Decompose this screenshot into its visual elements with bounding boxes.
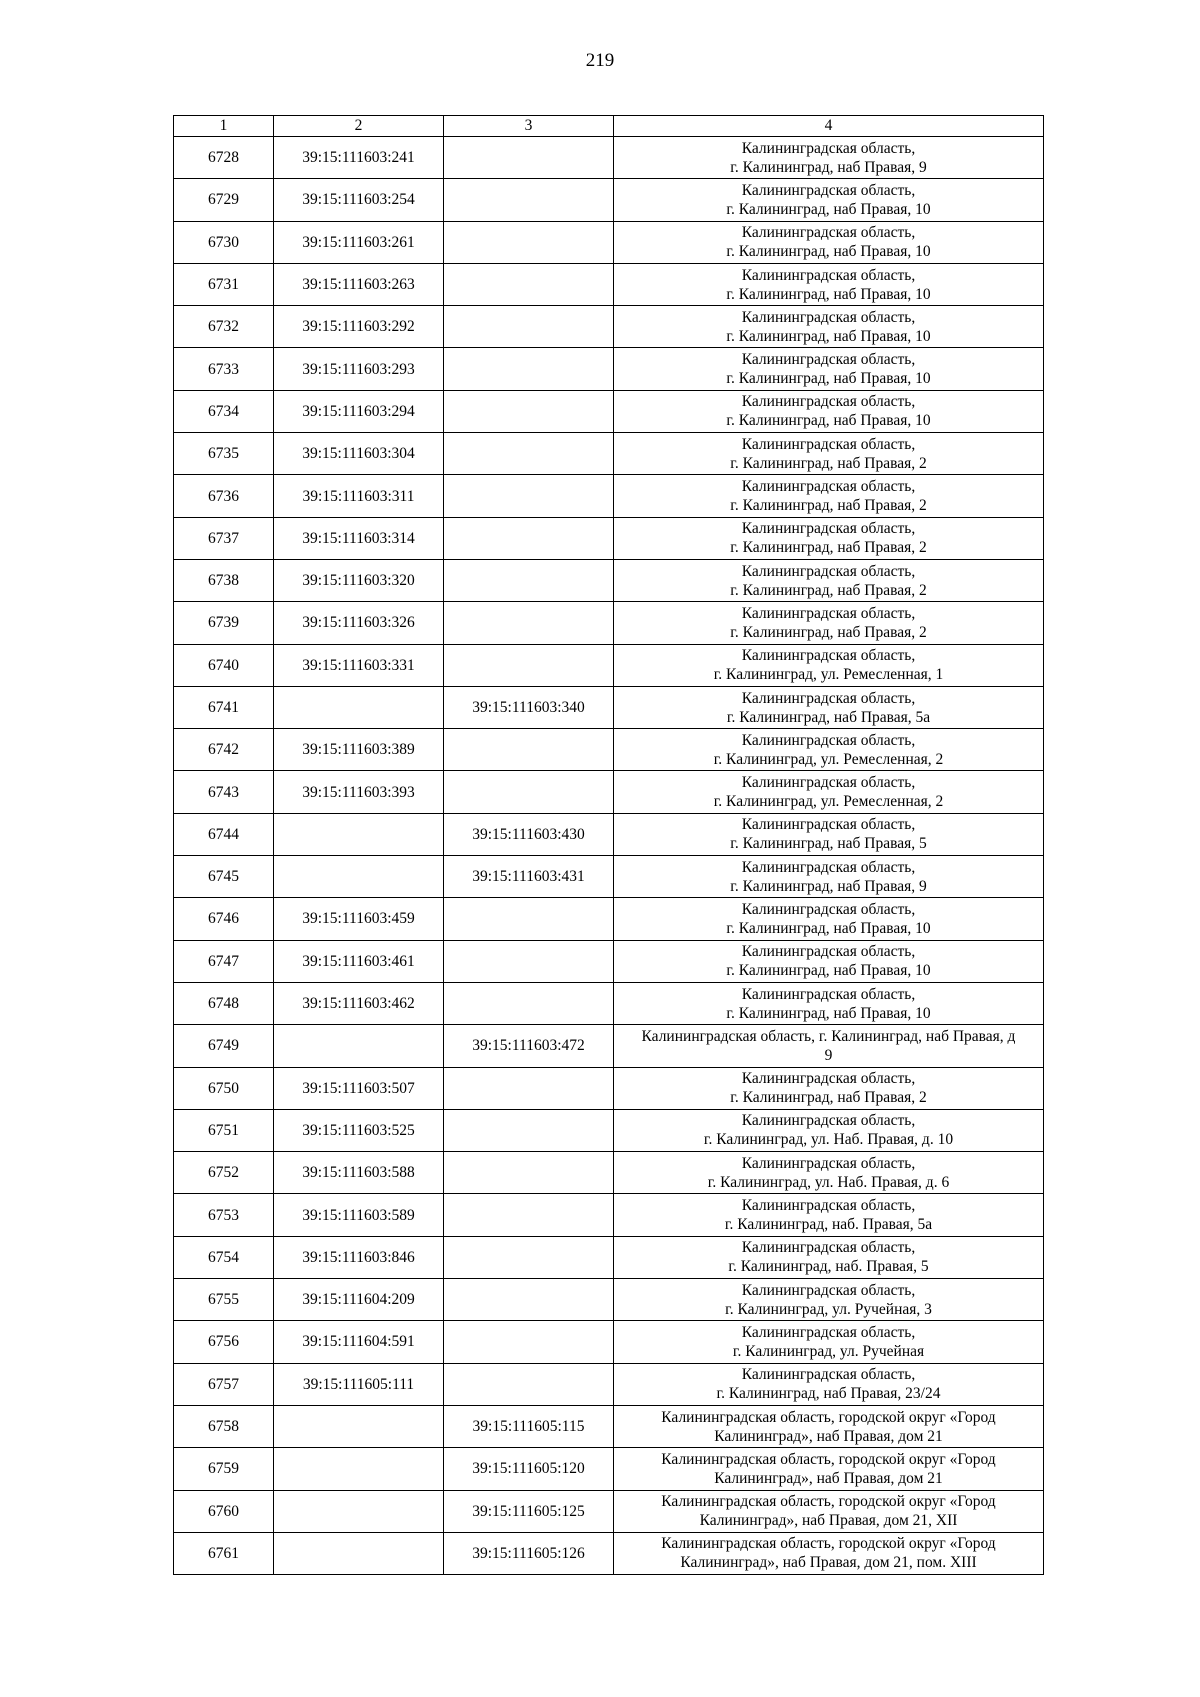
address-cell: Калининградская область, г. Калининград, наб Правая, 10: [614, 390, 1044, 432]
cadastral-number-cell: 39:15:111604:209: [274, 1279, 444, 1321]
address-cell: Калининградская область, г. Калининград, наб Правая, 2: [614, 433, 1044, 475]
address-cell: Калининградская область, г. Калининград, ул. Ремесленная, 2: [614, 729, 1044, 771]
cadastral-number-alt-cell: [444, 1279, 614, 1321]
address-cell: Калининградская область, г. Калининград, наб. Правая, 5: [614, 1236, 1044, 1278]
table-row: [174, 644, 1044, 686]
table-row: [174, 1109, 1044, 1151]
row-number-cell: 6730: [174, 221, 274, 263]
cadastral-number-cell: 39:15:111603:314: [274, 517, 444, 559]
cadastral-number-cell: 39:15:111603:241: [274, 137, 444, 179]
table-row: [174, 813, 1044, 855]
row-number-cell: 6750: [174, 1067, 274, 1109]
cadastral-number-alt-cell: 39:15:111603:430: [444, 813, 614, 855]
address-cell: Калининградская область, г. Калининград, ул. Ручейная, 3: [614, 1279, 1044, 1321]
cadastral-number-alt-cell: [444, 982, 614, 1024]
table-row: [174, 390, 1044, 432]
address-cell: Калининградская область, городской округ «Город Калининград», наб Правая, дом 21: [614, 1448, 1044, 1490]
table-row: [174, 433, 1044, 475]
cadastral-number-alt-cell: [444, 940, 614, 982]
row-number-cell: 6746: [174, 898, 274, 940]
table-row: [174, 1025, 1044, 1067]
cadastral-number-alt-cell: [444, 729, 614, 771]
cadastral-number-cell: [274, 686, 444, 728]
row-number-cell: 6759: [174, 1448, 274, 1490]
address-cell: Калининградская область, г. Калининград, наб Правая, 5а: [614, 686, 1044, 728]
cadastral-number-cell: 39:15:111605:111: [274, 1363, 444, 1405]
row-number-cell: 6739: [174, 602, 274, 644]
column-header-4: 4: [614, 116, 1044, 137]
registry-table: [173, 115, 1044, 1575]
address-cell: Калининградская область, г. Калининград, ул. Ремесленная, 2: [614, 771, 1044, 813]
header-row: [174, 116, 1044, 137]
cadastral-number-alt-cell: [444, 1109, 614, 1151]
cadastral-number-alt-cell: 39:15:111605:125: [444, 1490, 614, 1532]
cadastral-number-cell: 39:15:111603:507: [274, 1067, 444, 1109]
address-cell: Калининградская область, г. Калининград, наб Правая, 10: [614, 179, 1044, 221]
table-body: [174, 137, 1044, 1575]
cadastral-number-cell: [274, 856, 444, 898]
cadastral-number-alt-cell: [444, 1236, 614, 1278]
row-number-cell: 6732: [174, 306, 274, 348]
cadastral-number-alt-cell: [444, 771, 614, 813]
address-cell: Калининградская область, г. Калининград, наб Правая, 10: [614, 940, 1044, 982]
row-number-cell: 6754: [174, 1236, 274, 1278]
cadastral-number-cell: 39:15:111604:591: [274, 1321, 444, 1363]
cadastral-number-cell: [274, 1448, 444, 1490]
table-row: [174, 686, 1044, 728]
cadastral-number-alt-cell: [444, 1194, 614, 1236]
row-number-cell: 6737: [174, 517, 274, 559]
address-cell: Калининградская область, г. Калининград, ул. Наб. Правая, д. 6: [614, 1152, 1044, 1194]
cadastral-number-alt-cell: [444, 602, 614, 644]
address-cell: Калининградская область, г. Калининград, наб Правая, 9: [614, 856, 1044, 898]
table-row: [174, 179, 1044, 221]
cadastral-number-cell: 39:15:111603:292: [274, 306, 444, 348]
table-row: [174, 517, 1044, 559]
table-header: [174, 116, 1044, 137]
table-row: [174, 602, 1044, 644]
cadastral-number-cell: 39:15:111603:589: [274, 1194, 444, 1236]
address-cell: Калининградская область, городской округ «Город Калининград», наб Правая, дом 21: [614, 1405, 1044, 1447]
cadastral-number-alt-cell: [444, 1321, 614, 1363]
cadastral-number-alt-cell: [444, 517, 614, 559]
cadastral-number-cell: 39:15:111603:331: [274, 644, 444, 686]
row-number-cell: 6756: [174, 1321, 274, 1363]
row-number-cell: 6753: [174, 1194, 274, 1236]
address-cell: Калининградская область, г. Калининград, наб Правая, 2: [614, 517, 1044, 559]
table-row: [174, 940, 1044, 982]
row-number-cell: 6731: [174, 263, 274, 305]
cadastral-number-alt-cell: 39:15:111605:126: [444, 1532, 614, 1574]
cadastral-number-alt-cell: [444, 137, 614, 179]
cadastral-number-cell: 39:15:111603:389: [274, 729, 444, 771]
table-row: [174, 306, 1044, 348]
cadastral-number-alt-cell: [444, 1067, 614, 1109]
cadastral-number-alt-cell: [444, 263, 614, 305]
address-cell: Калининградская область, г. Калининград, ул. Наб. Правая, д. 10: [614, 1109, 1044, 1151]
row-number-cell: 6742: [174, 729, 274, 771]
address-cell: Калининградская область, г. Калининград, наб Правая, 9: [614, 137, 1044, 179]
row-number-cell: 6747: [174, 940, 274, 982]
cadastral-number-alt-cell: [444, 644, 614, 686]
cadastral-number-alt-cell: [444, 559, 614, 601]
cadastral-number-cell: 39:15:111603:525: [274, 1109, 444, 1151]
cadastral-number-alt-cell: [444, 475, 614, 517]
cadastral-number-cell: 39:15:111603:261: [274, 221, 444, 263]
address-cell: Калининградская область, г. Калининград, ул. Ручейная: [614, 1321, 1044, 1363]
table-row: [174, 221, 1044, 263]
cadastral-number-alt-cell: 39:15:111603:472: [444, 1025, 614, 1067]
cadastral-number-cell: 39:15:111603:293: [274, 348, 444, 390]
address-cell: Калининградская область, г. Калининград, наб Правая, 10: [614, 263, 1044, 305]
row-number-cell: 6735: [174, 433, 274, 475]
row-number-cell: 6751: [174, 1109, 274, 1151]
table-row: [174, 982, 1044, 1024]
address-cell: Калининградская область, г. Калининград, наб Правая, 10: [614, 348, 1044, 390]
row-number-cell: 6757: [174, 1363, 274, 1405]
cadastral-number-alt-cell: [444, 433, 614, 475]
table-row: [174, 1405, 1044, 1447]
cadastral-number-cell: 39:15:111603:320: [274, 559, 444, 601]
cadastral-number-cell: [274, 813, 444, 855]
address-cell: Калининградская область, г. Калининград, наб Правая, 10: [614, 898, 1044, 940]
cadastral-number-alt-cell: [444, 898, 614, 940]
address-cell: Калининградская область, г. Калининград, наб Правая, 2: [614, 602, 1044, 644]
cadastral-number-cell: [274, 1532, 444, 1574]
cadastral-number-cell: 39:15:111603:588: [274, 1152, 444, 1194]
table-row: [174, 348, 1044, 390]
row-number-cell: 6740: [174, 644, 274, 686]
column-header-3: 3: [444, 116, 614, 137]
cadastral-number-cell: 39:15:111603:462: [274, 982, 444, 1024]
table-row: [174, 559, 1044, 601]
cadastral-number-alt-cell: 39:15:111605:115: [444, 1405, 614, 1447]
row-number-cell: 6749: [174, 1025, 274, 1067]
row-number-cell: 6741: [174, 686, 274, 728]
cadastral-number-cell: 39:15:111603:461: [274, 940, 444, 982]
table-row: [174, 1448, 1044, 1490]
table-row: [174, 856, 1044, 898]
cadastral-number-cell: [274, 1025, 444, 1067]
row-number-cell: 6744: [174, 813, 274, 855]
address-cell: Калининградская область, г. Калининград, наб Правая, 5: [614, 813, 1044, 855]
table-row: [174, 1279, 1044, 1321]
row-number-cell: 6758: [174, 1405, 274, 1447]
row-number-cell: 6755: [174, 1279, 274, 1321]
row-number-cell: 6734: [174, 390, 274, 432]
address-cell: Калининградская область, г. Калининград, наб Правая, д 9: [614, 1025, 1044, 1067]
row-number-cell: 6748: [174, 982, 274, 1024]
row-number-cell: 6743: [174, 771, 274, 813]
cadastral-number-cell: 39:15:111603:393: [274, 771, 444, 813]
row-number-cell: 6736: [174, 475, 274, 517]
table-row: [174, 1321, 1044, 1363]
table-row: [174, 263, 1044, 305]
row-number-cell: 6745: [174, 856, 274, 898]
cadastral-number-alt-cell: 39:15:111605:120: [444, 1448, 614, 1490]
address-cell: Калининградская область, городской округ «Город Калининград», наб Правая, дом 21, пом. XIII: [614, 1532, 1044, 1574]
cadastral-number-cell: 39:15:111603:304: [274, 433, 444, 475]
address-cell: Калининградская область, г. Калининград, наб Правая, 10: [614, 221, 1044, 263]
row-number-cell: 6761: [174, 1532, 274, 1574]
cadastral-number-alt-cell: [444, 390, 614, 432]
table-row: [174, 1236, 1044, 1278]
cadastral-number-cell: 39:15:111603:459: [274, 898, 444, 940]
address-cell: Калининградская область, г. Калининград, наб. Правая, 5а: [614, 1194, 1044, 1236]
cadastral-number-cell: 39:15:111603:254: [274, 179, 444, 221]
page-number: 219: [585, 50, 615, 71]
table-row: [174, 1194, 1044, 1236]
cadastral-number-alt-cell: [444, 348, 614, 390]
column-header-1: 1: [174, 116, 274, 137]
cadastral-number-cell: 39:15:111603:294: [274, 390, 444, 432]
table-row: [174, 1067, 1044, 1109]
address-cell: Калининградская область, г. Калининград, наб Правая, 10: [614, 306, 1044, 348]
cadastral-number-alt-cell: [444, 1363, 614, 1405]
row-number-cell: 6752: [174, 1152, 274, 1194]
cadastral-number-alt-cell: [444, 179, 614, 221]
cadastral-number-cell: [274, 1490, 444, 1532]
cadastral-number-cell: 39:15:111603:311: [274, 475, 444, 517]
column-header-2: 2: [274, 116, 444, 137]
cadastral-number-alt-cell: [444, 221, 614, 263]
table-row: [174, 1532, 1044, 1574]
table-row: [174, 771, 1044, 813]
table-row: [174, 475, 1044, 517]
table-row: [174, 1152, 1044, 1194]
cadastral-number-cell: 39:15:111603:326: [274, 602, 444, 644]
cadastral-number-alt-cell: 39:15:111603:431: [444, 856, 614, 898]
address-cell: Калининградская область, г. Калининград, ул. Ремесленная, 1: [614, 644, 1044, 686]
row-number-cell: 6729: [174, 179, 274, 221]
address-cell: Калининградская область, г. Калининград, наб Правая, 10: [614, 982, 1044, 1024]
row-number-cell: 6760: [174, 1490, 274, 1532]
row-number-cell: 6733: [174, 348, 274, 390]
table-row: [174, 1363, 1044, 1405]
address-cell: Калининградская область, г. Калининград, наб Правая, 2: [614, 559, 1044, 601]
address-cell: Калининградская область, городской округ «Город Калининград», наб Правая, дом 21, XII: [614, 1490, 1044, 1532]
address-cell: Калининградская область, г. Калининград, наб Правая, 23/24: [614, 1363, 1044, 1405]
cadastral-number-alt-cell: [444, 306, 614, 348]
cadastral-number-alt-cell: [444, 1152, 614, 1194]
table-row: [174, 729, 1044, 771]
table-row: [174, 1490, 1044, 1532]
address-cell: Калининградская область, г. Калининград, наб Правая, 2: [614, 1067, 1044, 1109]
row-number-cell: 6738: [174, 559, 274, 601]
cadastral-number-alt-cell: 39:15:111603:340: [444, 686, 614, 728]
address-cell: Калининградская область, г. Калининград, наб Правая, 2: [614, 475, 1044, 517]
cadastral-number-cell: 39:15:111603:846: [274, 1236, 444, 1278]
cadastral-number-cell: [274, 1405, 444, 1447]
table-row: [174, 898, 1044, 940]
row-number-cell: 6728: [174, 137, 274, 179]
cadastral-number-cell: 39:15:111603:263: [274, 263, 444, 305]
table-row: [174, 137, 1044, 179]
